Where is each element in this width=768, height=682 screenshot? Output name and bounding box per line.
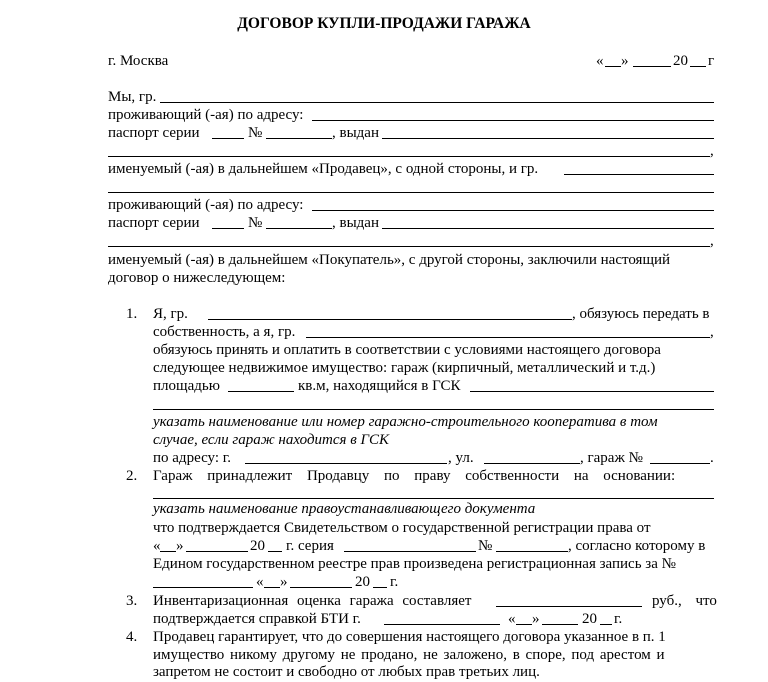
item1-line1-b: , обязуюсь передать в [572, 306, 710, 322]
item2-l3-series-label: г. серия [286, 538, 334, 554]
item2-record-day-blank [264, 587, 280, 588]
item1-garage-no-blank [650, 463, 710, 464]
item1-line2-a: собственность, а я, гр. [153, 324, 296, 340]
item1-address-label: по адресу: г. [153, 450, 231, 466]
item1-gsk-blank-2 [153, 409, 714, 410]
item1-line4: следующее недвижимое имущество: гараж (кирпичный, металлический и т.д.) [153, 360, 656, 376]
item4-line3: запретом не состоит и свободно от любых прав третьих лиц. [153, 664, 540, 680]
item3-l2-g: г. [614, 611, 623, 627]
item1-garage-no-label: , гараж № [580, 450, 643, 466]
item3-bti-day-blank [516, 624, 532, 625]
item3-line1-a: Инвентаризационная оценка гаража составляет [153, 593, 472, 609]
item3-l2-quote-open: « [508, 611, 516, 627]
item2-record-no-blank [153, 587, 253, 588]
party2-issued-label: , выдан [332, 215, 379, 231]
item2-record-month-blank [290, 587, 352, 588]
party1-residing-label: проживающий (-ая) по адресу: [108, 107, 304, 123]
item1-line2-b: , [710, 324, 714, 340]
party1-series-blank [212, 138, 244, 139]
item1-line1-a: Я, гр. [153, 306, 188, 322]
party2-named-buyer: именуемый (-ая) в дальнейшем «Покупатель», с другой стороны, заключили настоящий [108, 252, 671, 268]
item1-seller-name-blank [208, 319, 572, 320]
item1-note-2: случае, если гараж находится в ГСК [153, 432, 390, 448]
party1-issued-blank-2 [108, 156, 710, 157]
date-day-blank [605, 66, 621, 67]
item2-l3-quote-open: « [153, 538, 161, 554]
item2-l5-quote-close: » [280, 574, 288, 590]
party1-passport-label: паспорт серии [108, 125, 200, 141]
item3-bti-city-blank [384, 624, 500, 625]
date-quote-open: « [596, 53, 604, 69]
party1-we-label: Мы, гр. [108, 89, 157, 105]
item2-cert-year-blank [268, 551, 282, 552]
item1-street-blank [484, 463, 580, 464]
item3-amount-blank [496, 606, 642, 607]
item2-record-year-blank [373, 587, 387, 588]
party2-named-buyer-2: договор о нижеследующем: [108, 270, 286, 286]
party2-name-blank-2 [108, 192, 714, 193]
party1-comma: , [710, 143, 714, 159]
item1-line5-b: кв.м, находящийся в ГСК [298, 378, 461, 394]
date-year-prefix: 20 [673, 53, 688, 69]
item2-l3-year: 20 [250, 538, 265, 554]
item2-l3-quote-close: » [176, 538, 184, 554]
item4-line2: имущество никому другому не продано, не заложено, в споре, под арестом и [153, 647, 665, 663]
item1-line5-a: площадью [153, 378, 220, 394]
item2-l5-year: 20 [355, 574, 370, 590]
item1-number: 1. [126, 306, 138, 322]
item3-bti-year-blank [600, 624, 612, 625]
item2-cert-day-blank [160, 551, 176, 552]
date-year-suffix: г [708, 53, 715, 69]
item2-line1: Гараж принадлежит Продавцу по праву собственности на основании: [153, 468, 676, 484]
item1-line3: обязуюсь принять и оплатить в соответствии с условиями настоящего договора [153, 342, 661, 358]
item1-street-label: , ул. [448, 450, 474, 466]
party1-number-blank [266, 138, 332, 139]
date-year-blank [690, 66, 706, 67]
item2-l3-no-sign: № [478, 538, 493, 554]
party1-named-seller: именуемый (-ая) в дальнейшем «Продавец», с одной стороны, и гр. [108, 161, 539, 177]
date-quote-close: » [621, 53, 629, 69]
item4-number: 4. [126, 629, 138, 645]
item2-line4: Едином государственном реестре прав произведена регистрационная запись за № [153, 556, 676, 572]
item1-note-1: указать наименование или номер гаражно-строительного кооператива в том [153, 414, 658, 430]
item2-cert-month-blank [186, 551, 248, 552]
date-month-blank [633, 66, 671, 67]
item1-buyer-name-blank [306, 337, 710, 338]
party1-address-blank [312, 120, 714, 121]
item3-l2-quote-close: » [532, 611, 540, 627]
item2-number: 2. [126, 468, 138, 484]
item2-note: указать наименование правоустанавливающего документа [153, 501, 536, 517]
item4-line1: Продавец гарантирует, что до совершения настоящего договора указанное в п. 1 [153, 629, 666, 645]
party2-no-sign: № [248, 215, 263, 231]
item1-area-blank [228, 391, 294, 392]
item3-l2-year: 20 [582, 611, 597, 627]
item2-cert-series-blank [344, 551, 476, 552]
party2-issued-blank [382, 228, 714, 229]
item3-line1-b: руб., что [652, 593, 717, 609]
party2-comma: , [710, 233, 714, 249]
item2-l3-tail: , согласно которому в [568, 538, 706, 554]
item2-cert-number-blank [496, 551, 568, 552]
party1-issued-blank [382, 138, 714, 139]
item2-line2: что подтверждается Свидетельством о государственной регистрации права от [153, 520, 651, 536]
page-title: ДОГОВОР КУПЛИ-ПРОДАЖИ ГАРАЖА [237, 15, 531, 32]
item3-number: 3. [126, 593, 138, 609]
item1-address-dot: . [710, 450, 714, 466]
item3-line2-a: подтверждается справкой БТИ г. [153, 611, 361, 627]
party2-issued-blank-2 [108, 246, 710, 247]
party2-series-blank [212, 228, 244, 229]
party2-name-blank [564, 174, 714, 175]
party1-issued-label: , выдан [332, 125, 379, 141]
item1-city-blank [245, 463, 447, 464]
item1-gsk-blank [470, 391, 714, 392]
city-label: г. Москва [108, 53, 169, 69]
party1-name-blank [160, 102, 714, 103]
party2-address-blank [312, 210, 714, 211]
party1-no-sign: № [248, 125, 263, 141]
item2-l5-g: г. [390, 574, 399, 590]
party2-number-blank [266, 228, 332, 229]
party2-passport-label: паспорт серии [108, 215, 200, 231]
party2-residing-label: проживающий (-ая) по адресу: [108, 197, 304, 213]
item3-bti-month-blank [542, 624, 578, 625]
item2-l5-quote-open: « [256, 574, 264, 590]
